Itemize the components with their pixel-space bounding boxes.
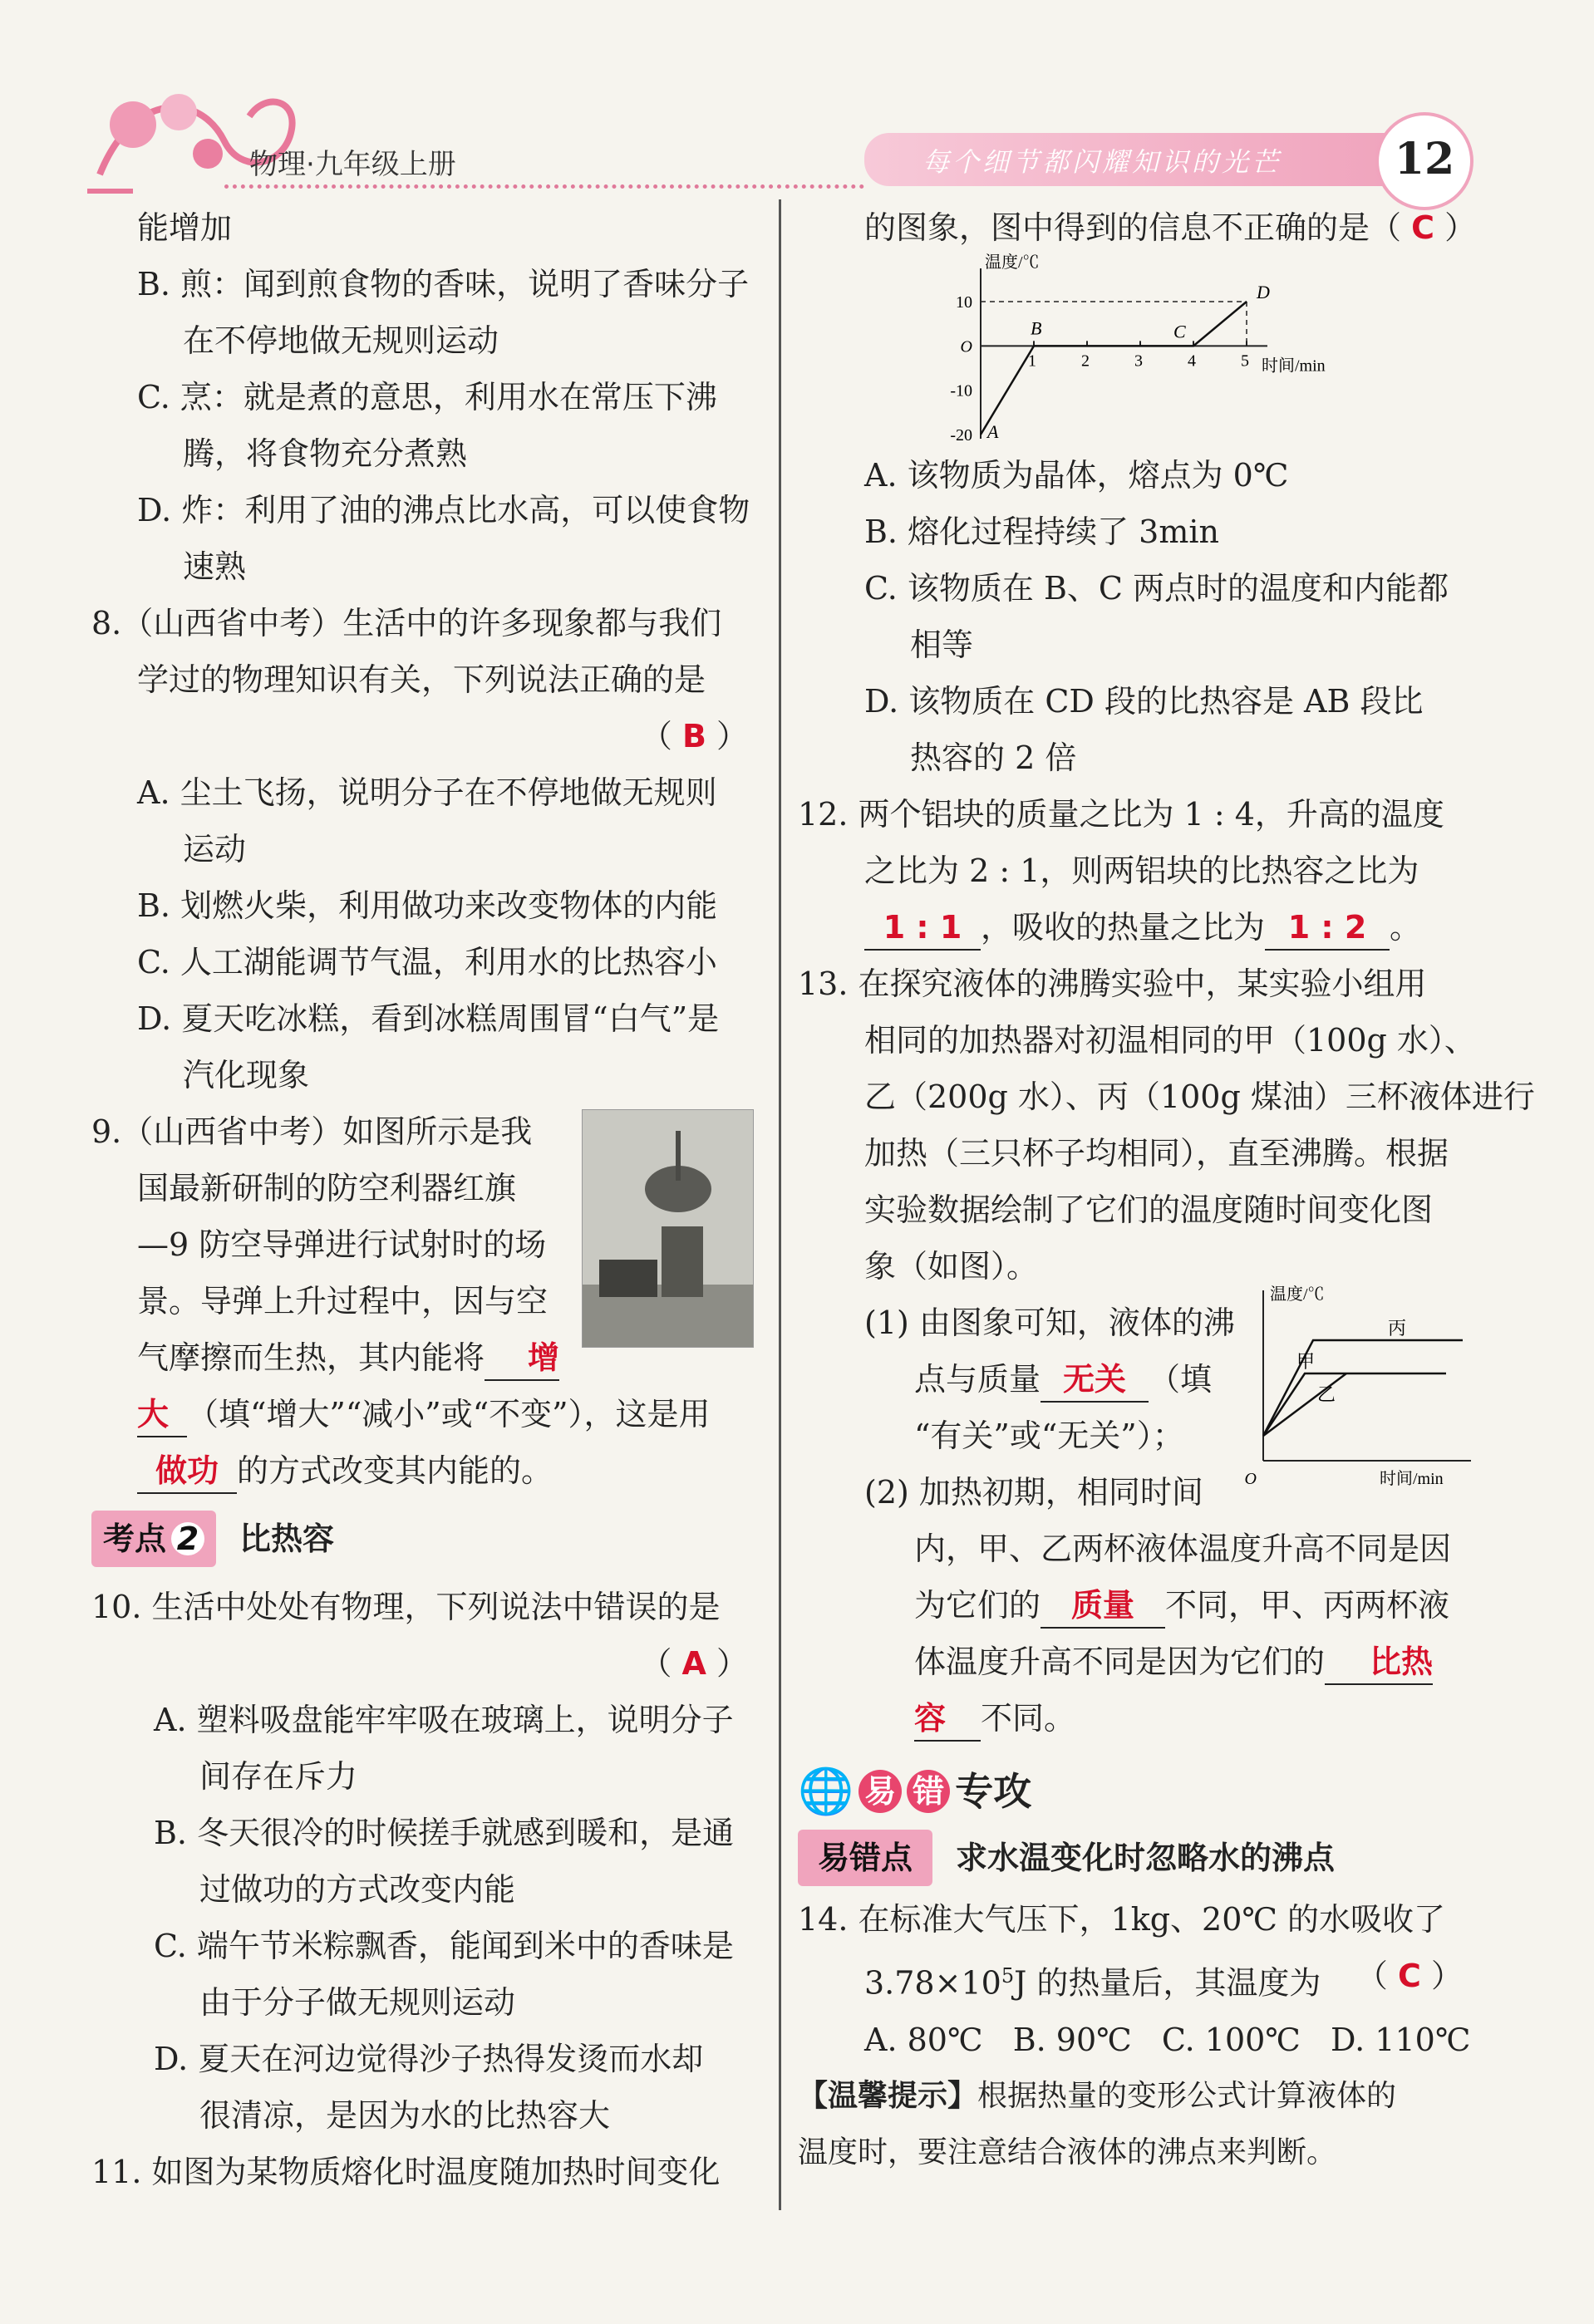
q11-answer-letter: C [1411, 209, 1434, 246]
yicuo-badge [798, 1763, 1031, 1820]
q9-stem-1: 9.（山西省中考）如图所示是我 [91, 1113, 533, 1150]
globe-icon: 🌐 [798, 1765, 854, 1817]
q13-part2-text-e: 体温度升高不同是因为它们的 [914, 1644, 1326, 1680]
q13-stem-5: 实验数据绘制了它们的温度随时间变化图 [864, 1191, 1434, 1228]
q13-stem-2: 相同的加热器对初温相同的甲（100g 水）、 [864, 1022, 1476, 1059]
q13-part2-text-c: 为它们的 [914, 1587, 1041, 1624]
q10-option-a: A. 塑料吸盘能牢牢吸在玻璃上，说明分子 [154, 1702, 734, 1738]
q9-answer-2: 做功 [155, 1452, 219, 1489]
q13-blank-3 [1325, 1640, 1433, 1685]
q11-stem: 11. 如图为某物质熔化时温度随加热时间变化 [91, 2154, 721, 2190]
q11-option-c-cont: 相等 [910, 626, 974, 663]
x-tick-label: 3 [1134, 351, 1143, 371]
q7-option-b-cont: 在不停地做无规则运动 [183, 322, 499, 359]
q9-stem-4: 景。导弹上升过程中，因与空 [137, 1283, 549, 1319]
q9-blank-1 [485, 1336, 559, 1381]
missile-launch-photo [582, 1109, 754, 1348]
yicuo-char-1: 易 [858, 1770, 902, 1813]
q13-part1-text-c: （填 [1149, 1361, 1213, 1398]
y-tick-label: 10 [956, 293, 972, 312]
q9-text-6: （填“增大”“减小”或“不变”），这是用 [187, 1396, 711, 1432]
q12-answer-1: 1 : 1 [883, 909, 962, 946]
q14-exponent: 5 [1001, 1964, 1015, 1987]
q11-option-d-cont: 热容的 2 倍 [910, 739, 1077, 776]
y-tick-label: -10 [950, 381, 972, 400]
q12-blank-2 [1265, 906, 1390, 951]
right-column [798, 199, 1535, 2181]
series-line-bing [1263, 1340, 1463, 1436]
q8-option-c: C. 人工湖能调节气温，利用水的比热容小 [137, 944, 717, 980]
q8-answer-letter: B [681, 718, 706, 754]
series-label-bing: 丙 [1388, 1318, 1407, 1339]
q13-part1-d: “有关”或“无关”）； [914, 1417, 1184, 1454]
q8-option-b: B. 划燃火柴，利用做功来改变物体的内能 [137, 887, 718, 924]
x-tick-label: 5 [1241, 351, 1249, 371]
q13-part1-a: (1) 由图象可知，液体的沸 [864, 1304, 1235, 1341]
q8-stem-cont: 学过的物理知识有关，下列说法正确的是 [137, 661, 706, 698]
x-axis-label: 时间/min [1380, 1470, 1444, 1488]
header-divider [224, 184, 864, 189]
x-tick-label: 1 [1028, 351, 1036, 371]
q11-stem-text: 的图象，图中得到的信息不正确的是（ [864, 209, 1402, 246]
yicuodian-label: 易错点 [798, 1830, 932, 1886]
yicuodian-title: 求水温变化时忽略水的沸点 [956, 1840, 1336, 1876]
y-axis-label: 温度/℃ [1270, 1285, 1325, 1304]
point-label-A: A [987, 421, 999, 442]
q14-options: A. 80℃ B. 90℃ C. 100℃ D. 110℃ [864, 2021, 1471, 2058]
q11-option-d: D. 该物质在 CD 段的比热容是 AB 段比 [864, 683, 1424, 720]
q13-answer-1: 无关 [1063, 1361, 1127, 1398]
section-kaodian-2 [91, 1511, 756, 1567]
q13-part2-text-d: 不同，甲、丙两杯液 [1165, 1587, 1450, 1624]
q13-part2-b: 内，甲、乙两杯液体温度升高不同是因 [914, 1530, 1452, 1567]
y-tick-label: -20 [950, 426, 972, 445]
q10-stem: 10. 生活中处处有物理，下列说法中错误的是 [91, 1589, 721, 1625]
q9-blank-2 [137, 1449, 237, 1494]
yicuo-char-2: 错 [907, 1770, 950, 1813]
q13-stem-3: 乙（200g 水）、丙（100g 煤油）三杯液体进行 [864, 1078, 1535, 1115]
q11-option-a: A. 该物质为晶体，熔点为 0℃ [864, 457, 1289, 494]
q10-option-b-cont: 过做功的方式改变内能 [199, 1871, 516, 1908]
floral-ornament [83, 75, 831, 199]
melting-curve [981, 302, 1247, 435]
x-axis-label: 时间/min [1262, 356, 1326, 376]
q10-option-b: B. 冬天很冷的时候搓手就感到暖和，是通 [154, 1815, 735, 1851]
q9-text-5: 气摩擦而生热，其内能将 [137, 1339, 485, 1376]
point-label-D: D [1257, 282, 1270, 302]
melting-chart [922, 253, 1326, 447]
column-divider [779, 199, 781, 2210]
q10-option-c: C. 端午节米粽飘香，能闻到米中的香味是 [154, 1928, 734, 1964]
q13-answer-3b: 容 [914, 1700, 947, 1737]
q14-value: 3.78×10 [864, 1964, 1001, 2002]
x-tick-label: 4 [1188, 351, 1196, 371]
kaodian-title: 比热容 [239, 1521, 335, 1557]
tip-label: 【温馨提示】 [798, 2078, 978, 2113]
q9-answer-1b: 大 [137, 1396, 170, 1432]
q9-stem-7 [91, 1442, 756, 1499]
q8-option-a: A. 尘土飞扬，说明分子在不停地做无规则 [137, 774, 717, 811]
x-tick-label: 2 [1081, 351, 1090, 371]
q13-answer-3a: 比热 [1370, 1644, 1434, 1680]
q9-blank-1-cont [137, 1393, 187, 1437]
kaodian-label: 考点 [103, 1521, 167, 1557]
q14-stem: 14. 在标准大气压下，1kg、20℃ 的水吸收了 [798, 1901, 1445, 1938]
q14-stem-cont [798, 1948, 1471, 2012]
y-tick-label: O [960, 337, 972, 356]
kaodian-number: 2 [171, 1522, 204, 1555]
q13-blank-1 [1041, 1358, 1149, 1403]
y-axis-label: 温度/℃ [985, 253, 1040, 272]
q13-stem-1: 13. 在探究液体的沸腾实验中，某实验小组用 [798, 965, 1427, 1002]
q13-blank-2 [1041, 1584, 1165, 1629]
q10-option-d: D. 夏天在河边觉得沙子热得发烫而水却 [154, 2041, 704, 2077]
book-title: 物理·九年级上册 [249, 148, 456, 181]
q8-answer: （ B ） [640, 718, 748, 754]
q11-option-b: B. 熔化过程持续了 3min [864, 513, 1219, 550]
q7-option-d-cont: 速熟 [183, 548, 247, 585]
q7-option-d: D. 炸：利用了油的沸点比水高，可以使食物 [137, 492, 750, 528]
q8-option-d: D. 夏天吃冰糕，看到冰糕周围冒“白气”是 [137, 1000, 720, 1037]
q14-answer-letter: C [1398, 1958, 1421, 1994]
q10-option-a-cont: 间存在斥力 [199, 1758, 358, 1795]
q7-option-b: B. 煎：闻到煎食物的香味，说明了香味分子 [137, 266, 750, 302]
yicuo-title: 专攻 [955, 1769, 1032, 1814]
q8-option-d-cont: 汽化现象 [183, 1057, 310, 1093]
yicuo-banner [798, 1763, 1471, 1830]
series-label-jia: 甲 [1296, 1351, 1316, 1372]
q13-stem-4: 加热（三只杯子均相同），直至沸腾。根据 [864, 1135, 1449, 1172]
q13-stem-6: 象（如图）。 [864, 1248, 1039, 1285]
q12-stem: 12. 两个铝块的质量之比为 1 : 4，升高的温度 [798, 796, 1444, 833]
q9-stem-3: —9 防空导弹进行试射时的场 [137, 1226, 547, 1263]
yicuodian-row [798, 1830, 1471, 1886]
q10-answer: （ A ） [640, 1645, 748, 1682]
q9-stem-2: 国最新研制的防空利器红旗 [137, 1170, 517, 1206]
q12-end: 。 [1390, 909, 1422, 946]
page-number: 12 [1375, 112, 1473, 210]
q10-answer-letter: A [681, 1645, 706, 1682]
q7-line: 能增加 [137, 209, 233, 246]
q8-stem: 8.（山西省中考）生活中的许多现象都与我们 [91, 605, 722, 641]
q13-part2-e [798, 1634, 1471, 1690]
q7-option-c: C. 烹：就是煮的意思，利用水在常压下沸 [137, 379, 717, 415]
q8-option-a-cont: 运动 [183, 831, 247, 867]
q12-answer-2: 1 : 2 [1287, 909, 1367, 946]
q13-part2-text-f: 不同。 [981, 1700, 1076, 1737]
q9-text-7: 的方式改变其内能的。 [237, 1452, 553, 1489]
q12-blanks [798, 899, 1471, 956]
q13-part1-block [798, 1285, 1471, 1488]
q12-text: ，吸收的热量之比为 [981, 909, 1266, 946]
tip-line-1 [798, 2068, 1471, 2125]
q11-stem-cont: 的图象，图中得到的信息不正确的是（ C ） [864, 209, 1477, 246]
tip-text-1: 根据热量的变形公式计算液体的 [977, 2078, 1397, 2113]
q13-part1-text: 点与质量 [914, 1361, 1041, 1398]
q13-part2-c [798, 1577, 1471, 1634]
point-label-B: B [1031, 317, 1042, 339]
q12-blank-1 [864, 906, 981, 951]
kaodian-badge [91, 1511, 216, 1567]
q9-answer-1a: 增 [528, 1339, 560, 1376]
q10-option-d-cont: 很清凉，是因为水的比热容大 [199, 2097, 611, 2134]
q13-part2-f [798, 1690, 1471, 1747]
tip-line-2: 温度时，要注意结合液体的沸点来判断。 [798, 2135, 1337, 2169]
boiling-chart [1244, 1278, 1479, 1488]
series-label-yi: 乙 [1317, 1384, 1336, 1405]
q13-answer-2: 质量 [1071, 1587, 1135, 1624]
q13-blank-3-cont [914, 1697, 981, 1742]
point-label-C: C [1173, 321, 1186, 342]
q9-stem-6 [91, 1386, 756, 1442]
origin-label: O [1244, 1470, 1257, 1488]
q12-stem-cont: 之比为 2 : 1，则两铝块的比热容之比为 [864, 852, 1419, 889]
q10-option-c-cont: 由于分子做无规则运动 [199, 1984, 516, 2021]
q14-text: J 的热量后，其温度为 [1014, 1964, 1321, 2002]
q11-option-c: C. 该物质在 B、C 两点时的温度和内能都 [864, 570, 1449, 607]
header-motto: 每个细节都闪耀知识的光芒 [922, 146, 1282, 178]
q13-part2-a: (2) 加热初期，相同时间 [864, 1474, 1203, 1511]
q7-option-c-cont: 腾，将食物充分煮熟 [183, 435, 468, 472]
q14-answer: （ C ） [1355, 1958, 1463, 1994]
